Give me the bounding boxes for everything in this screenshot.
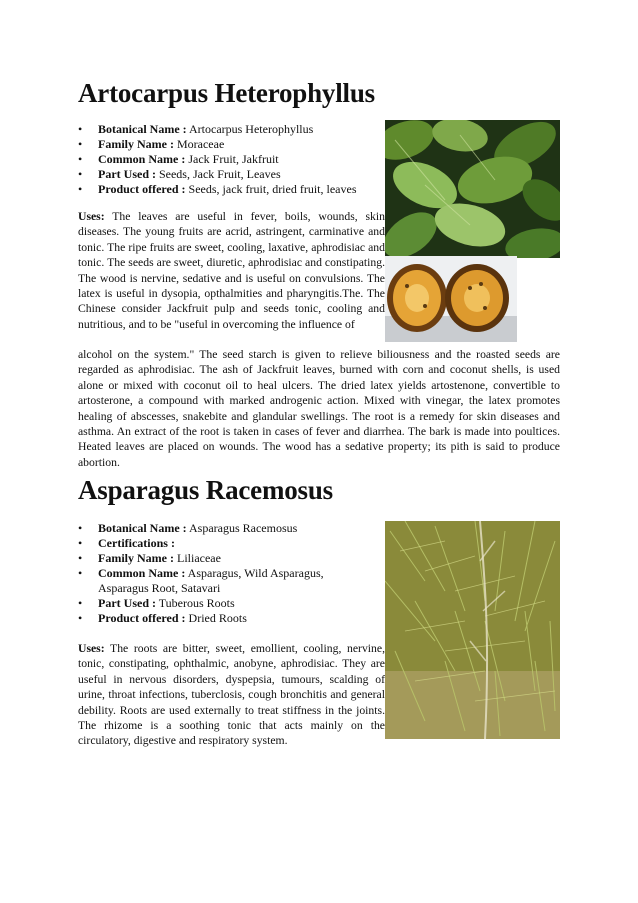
info-value: Tuberous Roots <box>155 596 235 610</box>
info-label: Common Name : <box>98 566 186 580</box>
asparagus-plant-image <box>385 521 560 739</box>
info-label: Botanical Name : <box>98 122 187 136</box>
uses-text: The roots are bitter, sweet, emollient, cooling, nervine, tonic, constipating, ophthalmic, anobyne, aphrodisiac. They are useful in nervous disorders, dyspepsia, tumours, scalding of urine, throat infections, tuberclosis, cough bronchitis and general debility. Roots are used externally to treat stiffness in the joints. The rhizome is a soothing tonic that acts mainly on the circulatory, digestive and respiratory system. <box>78 642 385 748</box>
info-label: Product offered : <box>98 182 186 196</box>
uses-label: Uses: <box>78 210 105 223</box>
info-value: Moraceae <box>173 137 225 151</box>
uses-text: The leaves are useful in fever, boils, wounds, skin diseases. The young fruits are acrid, astringent, carminative and tonic. The ripe fruits are sweet, cooling, laxative, aphrodisiac and tonic. The seeds are sweet, diuretic, aphrodisiac and constipating. The wood is nervine, sedative and is useful on convulsions. The latex is useful in dysopia, opthalmities and pharyngitis.The. The Chinese consider Jackfruit pulp and seeds tonic, cooling and nutritious, and to be "useful in overcoming the influence of <box>78 210 385 331</box>
section-title-artocarpus: Artocarpus Heterophyllus <box>78 78 375 108</box>
info-label: Part Used : <box>98 167 156 181</box>
info-label: Family Name : <box>98 137 174 151</box>
list-item <box>78 596 368 611</box>
info-value: Dried Roots <box>185 611 247 625</box>
asparagus-uses-paragraph <box>78 641 385 749</box>
info-value: Liliaceae <box>173 551 221 565</box>
list-item <box>78 536 368 551</box>
list-item <box>78 122 378 137</box>
info-value: Seeds, jack fruit, dried fruit, leaves <box>185 182 357 196</box>
info-label: Product offered : <box>98 611 186 625</box>
info-label: Family Name : <box>98 551 174 565</box>
list-item <box>78 137 378 152</box>
info-label: Certifications : <box>98 536 175 550</box>
jackfruit-leaves-image <box>385 120 560 258</box>
info-label: Part Used : <box>98 596 156 610</box>
info-label: Botanical Name : <box>98 521 187 535</box>
list-item <box>78 167 378 182</box>
list-item <box>78 611 368 626</box>
asparagus-info-list <box>78 521 368 626</box>
list-item <box>78 521 368 536</box>
info-value: Seeds, Jack Fruit, Leaves <box>155 167 281 181</box>
jackfruit-leaves-photo <box>385 120 560 258</box>
list-item <box>78 182 378 197</box>
uses-label: Uses: <box>78 642 105 655</box>
info-value: Artocarpus Heterophyllus <box>186 122 314 136</box>
artocarpus-uses-paragraph <box>78 209 385 332</box>
jackfruit-halves-image <box>385 256 517 342</box>
uses-text-continued: alcohol on the system." The seed starch is given to relieve biliousness and the roasted seeds are regarded as aphrodisiac. The ash of Jackfruit leaves, burned with corn and coconut shells, is used alone or mixed with coconut oil to heal ulcers. The dried latex yields artostenone, convertible to artosterone, a compound with marked androgenic action. Mixed with vinegar, the latex promotes healing of abscesses, snakebite and glandular swellings. The root is a remedy for skin diseases and asthma. An extract of the root is taken in cases of fever and diarrhea. The bark is made into poultices. Heated leaves are placed on wounds. The wood has a sedative property; its pith is said to produce abortion. <box>78 348 560 469</box>
info-label: Common Name : <box>98 152 186 166</box>
list-item <box>78 152 378 167</box>
info-value: Asparagus Racemosus <box>186 521 298 535</box>
list-item <box>78 551 368 566</box>
jackfruit-halves-photo <box>385 256 517 342</box>
artocarpus-uses-continued <box>78 347 560 470</box>
info-value: Asparagus, Wild Asparagus, Asparagus Root, Satavari <box>98 566 324 595</box>
asparagus-plant-photo <box>385 521 560 739</box>
info-value: Jack Fruit, Jakfruit <box>185 152 279 166</box>
list-item <box>78 566 368 596</box>
section-title-asparagus: Asparagus Racemosus <box>78 475 333 505</box>
artocarpus-info-list <box>78 122 378 197</box>
